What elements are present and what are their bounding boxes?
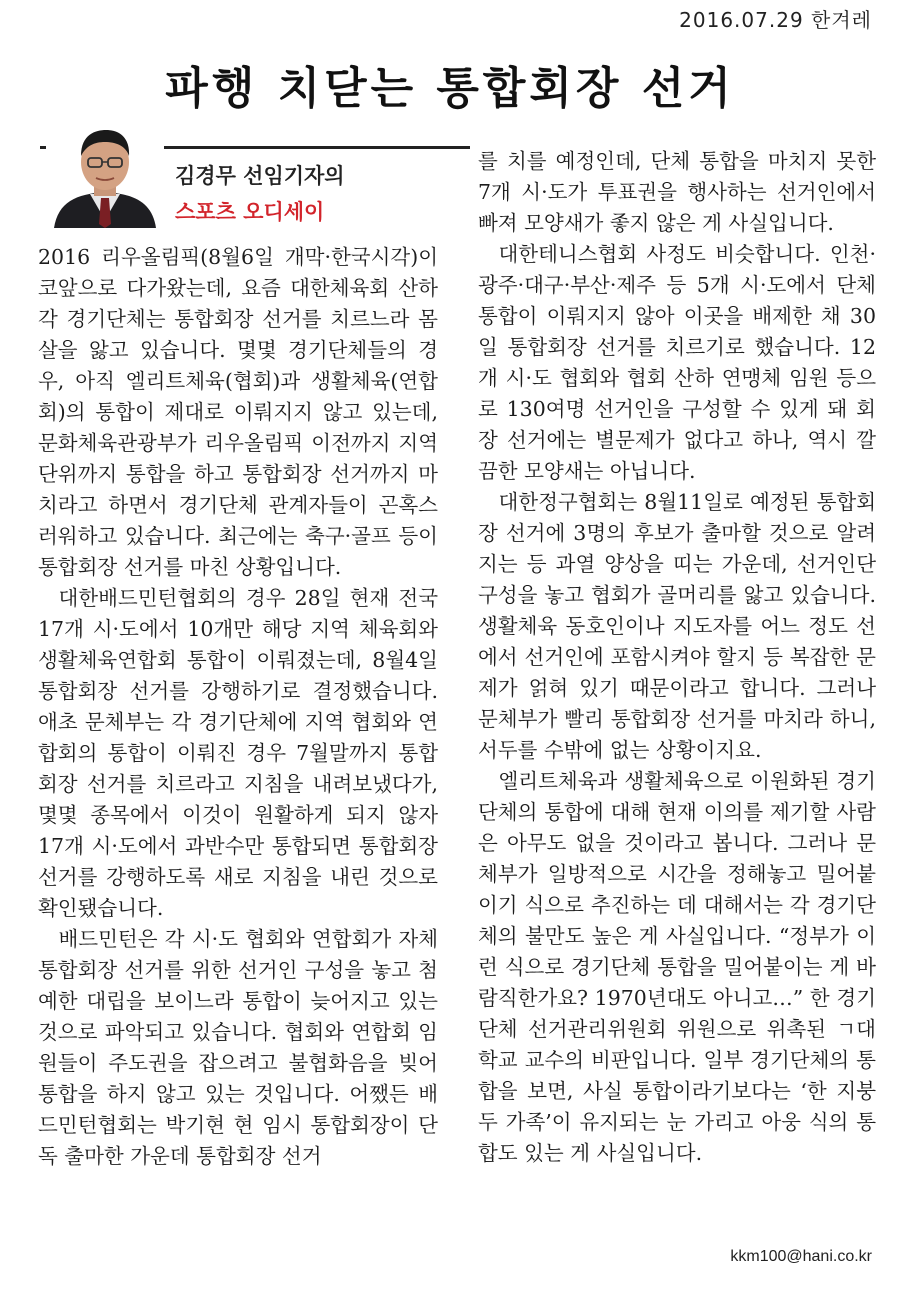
column-title: 스포츠 오디세이 (175, 200, 325, 224)
headline: 파행 치닫는 통합회장 선거 (165, 63, 735, 114)
author-email: kkm100@hani.co.kr (730, 1248, 872, 1265)
dateline: 2016.07.29 한겨레 (679, 8, 872, 32)
paragraph: 대한배드민턴협회의 경우 28일 현재 전국 17개 시·도에서 10개만 해당 지역 체육회와 생활체육연합회 통합이 이뤄졌는데, 8월4일 통합회장 선거를 강행하기로 결정했습니다. 애초 문체부는 각 경기단체에 지역 협회와 연합회의 통합이 이뤄진 경우 7월말까지 통합회장 선거를 치르라고 지침을 내려보냈다가, 몇몇 종목에서 이것이 원활하게 되지 않자 17개 시·도에서 과반수만 통합되면 통합회장 선거를 강행하도록 새로 지침을 내린 것으로 확인됐습니다. (38, 586, 438, 920)
paragraph: 대한테니스협회 사정도 비슷합니다. 인천·광주·대구·부산·제주 등 5개 시·도에서 단체 통합이 이뤄지지 않아 이곳을 배제한 채 30일 통합회장 선거를 치르기로 했습니다. 12개 시·도 협회와 협회 산하 연맹체 임원 등으로 130여명 선거인을 구성할 수 있게 돼 회장 선거에는 별문제가 없다고 하나, 역시 깔끔한 모양새는 아닙니다. (478, 242, 876, 483)
byline-name: 김경무 선임기자의 (175, 164, 345, 188)
byline (175, 160, 345, 226)
paragraph: 대한정구협회는 8월11일로 예정된 통합회장 선거에 3명의 후보가 출마할 것으로 알려지는 등 과열 양상을 띠는 가운데, 선거인단 구성을 놓고 협회가 골머리를 앓고 있습니다. 생활체육 동호인이나 지도자를 어느 정도 선에서 선거인에 포함시켜야 할지 등 복잡한 문제가 얽혀 있기 때문이라고 합니다. 그러나 문체부가 빨리 통합회장 선거를 마치라 하니, 서두를 수밖에 없는 상황이지요. (478, 490, 876, 762)
paragraph: 배드민턴은 각 시·도 협회와 연합회가 자체 통합회장 선거를 위한 선거인 구성을 놓고 첨예한 대립을 보이느라 통합이 늦어지고 있는 것으로 파악되고 있습니다. 협회와 연합회 임원들이 주도권을 잡으려고 불협화음을 빚어 통합을 하지 않고 있는 것입니다. 어쨌든 배드민턴협회는 박기현 현 임시 통합회장이 단독 출마한 가운데 통합회장 선거 (38, 927, 438, 1168)
paragraph: 엘리트체육과 생활체육으로 이원화된 경기단체의 통합에 대해 현재 이의를 제기할 사람은 아무도 없을 것이라고 봅니다. 그러나 문체부가 일방적으로 시간을 정해놓고 밀어붙이기 식으로 추진하는 데 대해서는 각 경기단체의 불만도 높은 게 사실입니다. “정부가 이런 식으로 경기단체 통합을 밀어붙이는 게 바람직한가요? 1970년대도 아니고…” 한 경기단체 선거관리위원회 위원으로 위촉된 ㄱ대학교 교수의 비판입니다. 일부 경기단체의 통합을 보면, 사실 통합이라기보다는 ‘한 지붕 두 가족’이 유지되는 눈 가리고 아웅 식의 통합도 있는 게 사실입니다. (478, 769, 876, 1165)
columnist-photo (46, 124, 164, 228)
right-column (478, 146, 876, 1169)
left-column (38, 242, 438, 1172)
paragraph: 를 치를 예정인데, 단체 통합을 마치지 못한 7개 시·도가 투표권을 행사하는 선거인에서 빠져 모양새가 좋지 않은 게 사실입니다. (478, 149, 876, 235)
paragraph: 2016 리우올림픽(8월6일 개막·한국시각)이 코앞으로 다가왔는데, 요즘 대한체육회 산하 각 경기단체는 통합회장 선거를 치르느라 몸살을 앓고 있습니다. 몇몇 경기단체들의 경우, 아직 엘리트체육(협회)과 생활체육(연합회)의 통합이 제대로 이뤄지지 않고 있는데, 문화체육관광부가 리우올림픽 이전까지 지역 단위까지 통합을 하고 통합회장 선거까지 마치라고 하면서 경기단체 관계자들이 곤혹스러워하고 있습니다. 최근에는 축구·골프 등이 통합회장 선거를 마친 상황입니다. (38, 245, 438, 579)
